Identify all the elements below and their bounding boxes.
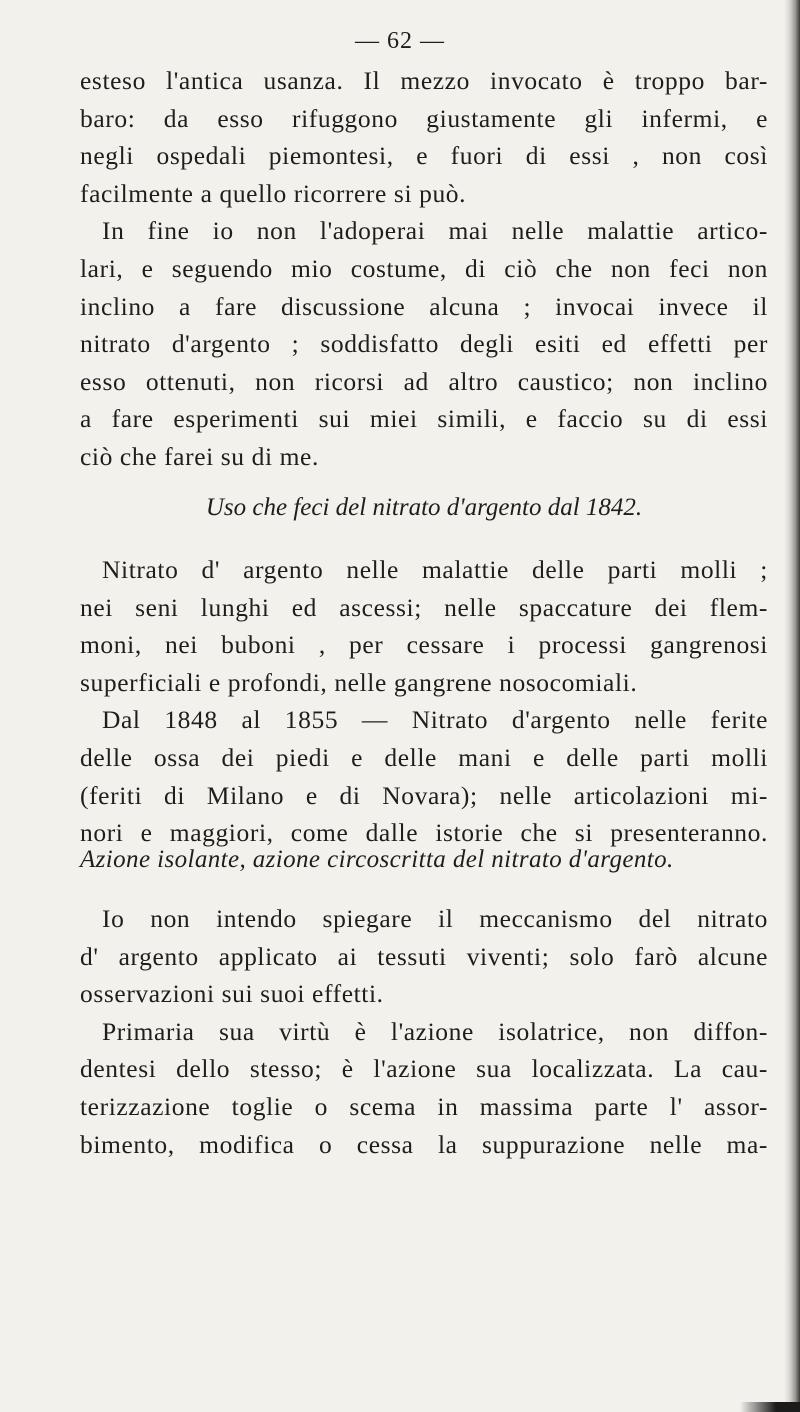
- text-line: nori e maggiori, come dalle istorie che si presenteranno.: [80, 818, 768, 848]
- text-line: dentesi dello stesso; è l'azione sua localizzata. La cau-: [80, 1054, 768, 1084]
- text-line: ciò che farei su di me.: [80, 441, 319, 471]
- text-line: negli ospedali piemontesi, e fuori di essi , non così: [80, 141, 768, 171]
- text-line: inclino a fare discussione alcuna ; invocai invece il: [80, 291, 768, 321]
- text-line: Io non intendo spiegare il meccanismo del nitrato: [102, 904, 768, 933]
- text-line: superficiali e profondi, nelle gangrene nosocomiali.: [80, 667, 638, 697]
- paragraph-1: [80, 62, 768, 476]
- text-line: facilmente a quello ricorrere si può.: [80, 178, 467, 208]
- text-line: a fare esperimenti sui miei simili, e faccio su di essi: [80, 404, 768, 434]
- text-line: d' argento applicato ai tessuti viventi; solo farò alcune: [80, 941, 768, 971]
- text-line: In fine io non l'adoperai mai nelle malattie artico-: [102, 216, 768, 246]
- page-number: — 62 —: [355, 28, 445, 54]
- text-line: lari, e seguendo mio costume, di ciò che non feci non: [80, 253, 768, 283]
- text-line: nei seni lunghi ed ascessi; nelle spaccature dei flem-: [80, 592, 768, 622]
- text-line: moni, nei buboni , per cessare i processi gangrenosi: [80, 630, 768, 660]
- text-line: Primaria sua virtù è l'azione isolatrice, non diffon-: [102, 1016, 768, 1046]
- section-heading-2: Azione isolante, azione circoscritta del nitrato d'argento.: [80, 846, 674, 873]
- paragraph-2: [80, 551, 768, 852]
- text-line: esso ottenuti, non ricorsi ad altro caustico; non inclino: [80, 366, 768, 396]
- text-line: osservazioni sui suoi effetti.: [80, 979, 384, 1009]
- text-line: Dal 1848 al 1855 — Nitrato d'argento nelle ferite: [102, 705, 768, 735]
- text-line: baro: da esso rifuggono giustamente gli infermi, e: [80, 103, 768, 133]
- text-line: esteso l'antica usanza. Il mezzo invocato è troppo bar-: [80, 66, 768, 95]
- text-line: terizzazione toglie o scema in massima parte l' assor-: [80, 1091, 768, 1121]
- section-heading-1: Uso che feci del nitrato d'argento dal 1842.: [205, 494, 643, 521]
- text-line: delle ossa dei piedi e delle mani e delle parti molli: [80, 742, 768, 772]
- paragraph-3: [80, 900, 768, 1163]
- text-line: nitrato d'argento ; soddisfatto degli esiti ed effetti per: [80, 329, 768, 359]
- page-edge-shadow: [784, 0, 800, 1412]
- page-corner-shadow: [740, 1402, 800, 1412]
- text-line: Nitrato d' argento nelle malattie delle parti molli ;: [102, 555, 768, 584]
- text-line: (feriti di Milano e di Novara); nelle articolazioni mi-: [80, 780, 768, 810]
- text-line: bimento, modifica o cessa la suppurazione nelle ma-: [80, 1129, 768, 1159]
